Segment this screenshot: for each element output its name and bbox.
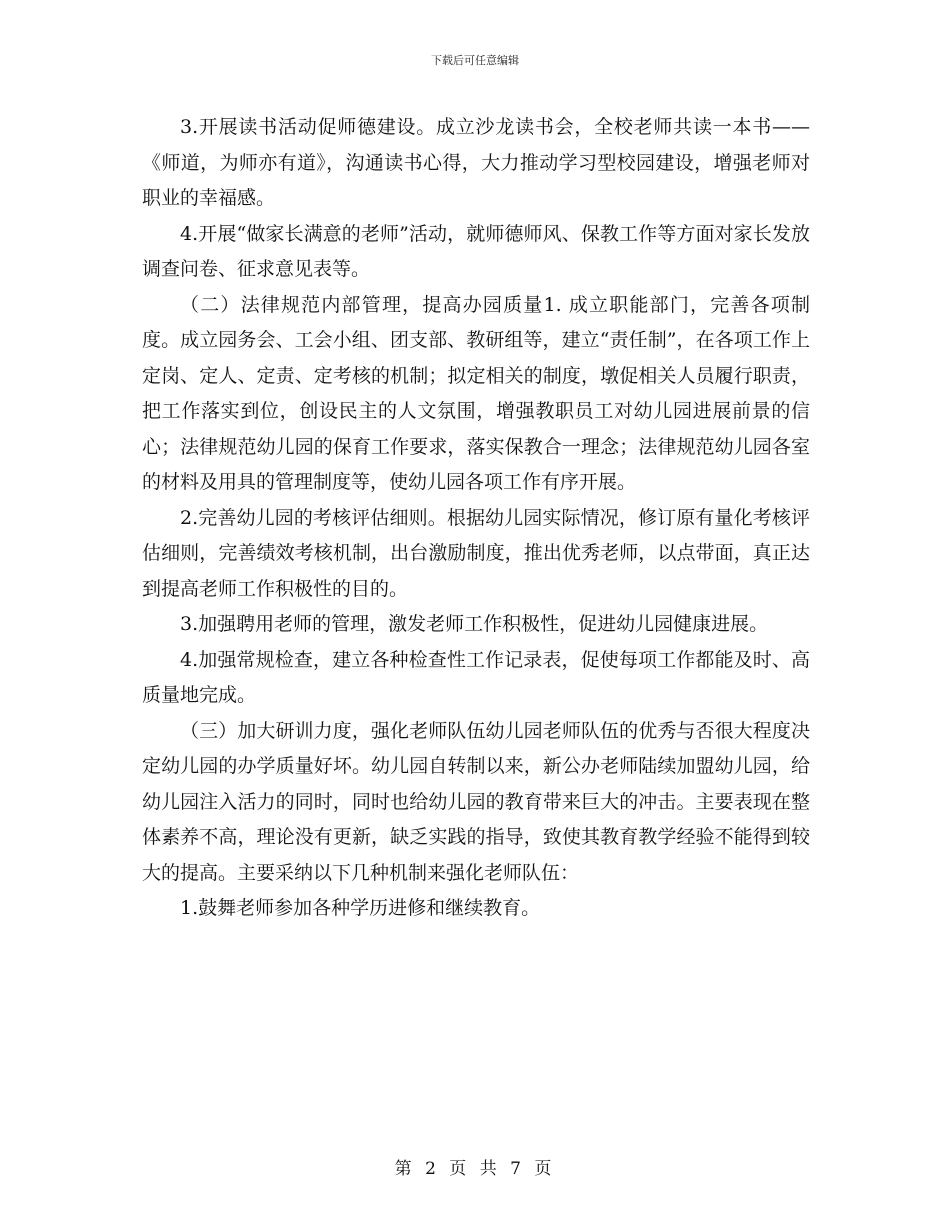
page-number: 第 2 页 共 7 页 xyxy=(394,1159,556,1179)
paragraph-routine-inspection: 4.加强常规检查，建立各种检查性工作记录表，促使每项工作都能及时、高质量地完成。 xyxy=(142,648,810,706)
paragraph-parent-satisfaction: 4.开展“做家长满意的老师”活动，就师德师风、保教工作等方面对家长发放调查问卷、征求意见表等。 xyxy=(142,222,810,280)
paragraph-continuing-education: 1.鼓舞老师参加各种学历进修和继续教育。 xyxy=(180,897,541,919)
paragraph-assessment-rules: 2.完善幼儿园的考核评估细则。根据幼儿园实际情况，修订原有量化考核评估细则，完善绩效考核机制，出台激励制度，推出优秀老师，以点带面，真正达到提高老师工作积极性的目的。 xyxy=(142,506,810,600)
page-header: 下载后可任意编辑 xyxy=(431,54,519,67)
paragraph-reading-activity: 3.开展读书活动促师德建设。成立沙龙读书会，全校老师共读一本书——《师道，为师亦有道》，沟通读书心得，大力推动学习型校园建设，增强老师对职业的幸福感。 xyxy=(142,116,810,209)
document-body xyxy=(142,110,810,927)
paragraph-internal-management: （二）法律规范内部管理，提高办园质量1. 成立职能部门，完善各项制度。成立园务会、工会小组、团支部、教研组等，建立“责任制”，在各项工作上定岗、定人、定责、定考核的机制；拟定相关的制度，墩促相关人员履行职责，把工作落实到位，创设民主的人文氛围，增强教职员工对幼儿园进展前景的信心；法律规范幼儿园的保育工作要求，落实保教合一理念；法律规范幼儿园各室的材料及用具的管理制度等，使幼儿园各项工作有序开展。 xyxy=(142,293,810,493)
paragraph-hired-teachers: 3.加强聘用老师的管理，激发老师工作积极性，促进幼儿园健康进展。 xyxy=(180,613,769,635)
paragraph-teacher-training: （三）加大研训力度，强化老师队伍幼儿园老师队伍的优秀与否很大程度决定幼儿园的办学质量好坏。幼儿园自转制以来，新公办老师陆续加盟幼儿园，给幼儿园注入活力的同时，同时也给幼儿园的教育带来巨大的冲击。主要表现在整体素养不高，理论没有更新，缺乏实践的指导，致使其教育教学经验不能得到较大的提高。主要采纳以下几种机制来强化老师队伍： xyxy=(142,719,810,884)
